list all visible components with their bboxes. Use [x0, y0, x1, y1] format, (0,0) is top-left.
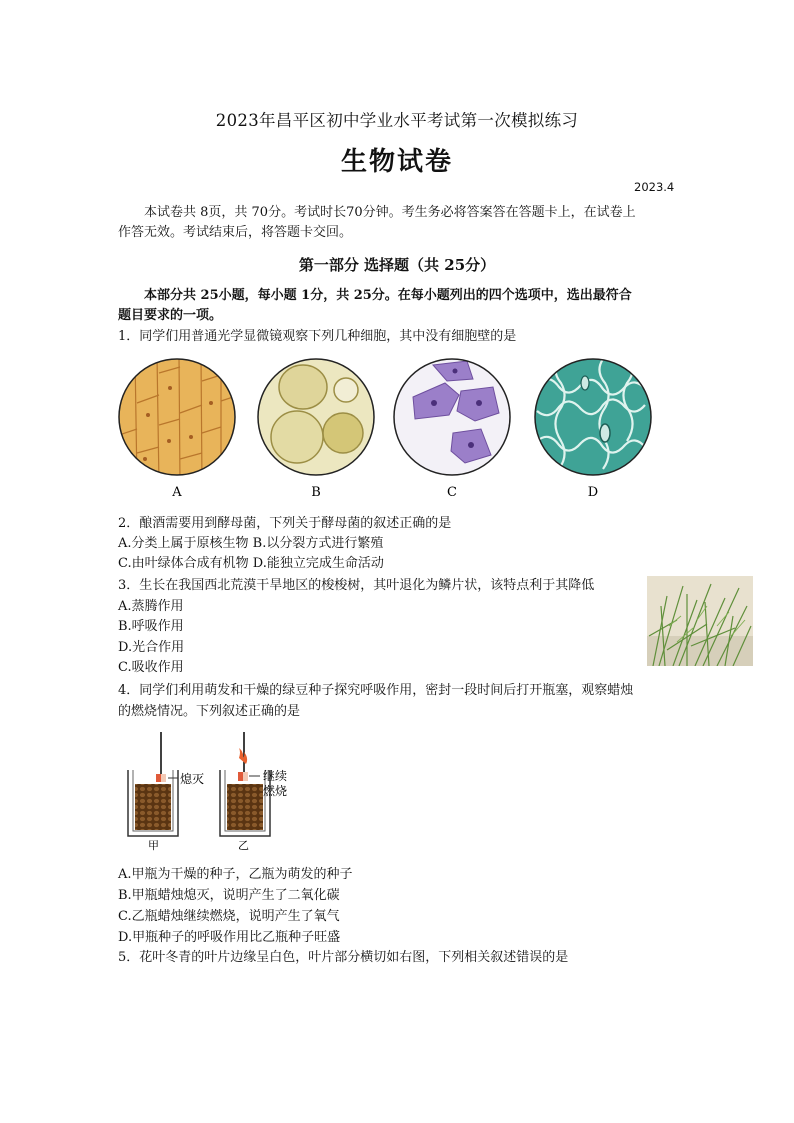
cheek-cell-figure	[394, 359, 510, 475]
jar-yi-name: 乙	[238, 839, 249, 852]
subject-title: 生物试卷	[340, 147, 453, 177]
q2-stem: 2．酿酒需要用到酵母菌，下列关于酵母菌的叙述正确的是	[118, 516, 452, 531]
instructions	[118, 203, 683, 243]
instructions-line-2: 作答无效。考试结束后，将答题卡交回。	[118, 225, 353, 240]
jar-jia-name: 甲	[148, 839, 159, 852]
onion-cell-figure	[119, 355, 239, 485]
jar-yi-label-2: 燃烧	[263, 784, 288, 798]
q1-label-c: C	[447, 485, 457, 500]
jar-yi-label-1: 继续	[263, 769, 288, 783]
jar-jia-label: 熄灭	[180, 772, 205, 786]
exam-title: 2023年昌平区初中学业水平考试第一次模拟练习	[215, 111, 579, 130]
section-intro-line-1: 本部分共 25小题，每小题 1分，共 25分。在每小题列出的四个选项中，选出最符合	[144, 288, 632, 303]
flame-icon	[239, 748, 247, 764]
q3-option-c: C.吸收作用	[118, 660, 184, 675]
q1-cell-figures	[115, 355, 675, 505]
q3-option-b: B.呼吸作用	[118, 619, 184, 634]
q2-options-line-2: C.由叶绿体合成有机物 D.能独立完成生命活动	[118, 556, 384, 571]
exam-date: 2023.4	[634, 180, 675, 194]
pulp-cell-figure	[258, 359, 374, 475]
section-title: 第一部分 选择题（共 25分）	[298, 256, 496, 274]
q4-stem-line-2: 的燃烧情况。下列叙述正确的是	[118, 704, 301, 719]
q4-jar-figure	[118, 732, 318, 856]
q4-option-a: A.甲瓶为干燥的种子，乙瓶为萌发的种子	[118, 867, 353, 882]
q1-stem: 1．同学们用普通光学显微镜观察下列几种细胞，其中没有细胞壁的是	[118, 329, 517, 344]
section-intro-line-2: 题目要求的一项。	[118, 308, 223, 323]
q2-options-line-1: A.分类上属于原核生物 B.以分裂方式进行繁殖	[118, 536, 384, 551]
jar-jia	[128, 732, 178, 836]
stomata-cell-figure	[535, 359, 651, 475]
q4-stem-line-1: 4．同学们利用萌发和干燥的绿豆种子探究呼吸作用，密封一段时间后打开瓶塞，观察蜡烛	[118, 683, 634, 698]
q4-option-b: B.甲瓶蜡烛熄灭，说明产生了二氧化碳	[118, 888, 340, 903]
q1-label-a: A	[172, 485, 182, 500]
q3-option-d: D.光合作用	[118, 640, 185, 655]
q4-option-d: D.甲瓶种子的呼吸作用比乙瓶种子旺盛	[118, 930, 341, 945]
q5-stem: 5．花叶冬青的叶片边缘呈白色，叶片部分横切如右图，下列相关叙述错误的是	[118, 950, 569, 965]
saxaul-plant-photo	[647, 576, 753, 666]
section-intro	[118, 286, 683, 326]
q3-option-a: A.蒸腾作用	[118, 599, 184, 614]
q4-option-c: C.乙瓶蜡烛继续燃烧，说明产生了氧气	[118, 909, 340, 924]
instructions-line-1: 本试卷共 8页，共 70分。考试时长70分钟。考生务必将答案答在答题卡上，在试卷上	[144, 205, 636, 220]
q3-stem: 3．生长在我国西北荒漠干旱地区的梭梭树，其叶退化为鳞片状，该特点利于其降低	[118, 578, 595, 593]
q1-label-b: B	[311, 485, 321, 500]
q1-label-d: D	[587, 485, 599, 500]
